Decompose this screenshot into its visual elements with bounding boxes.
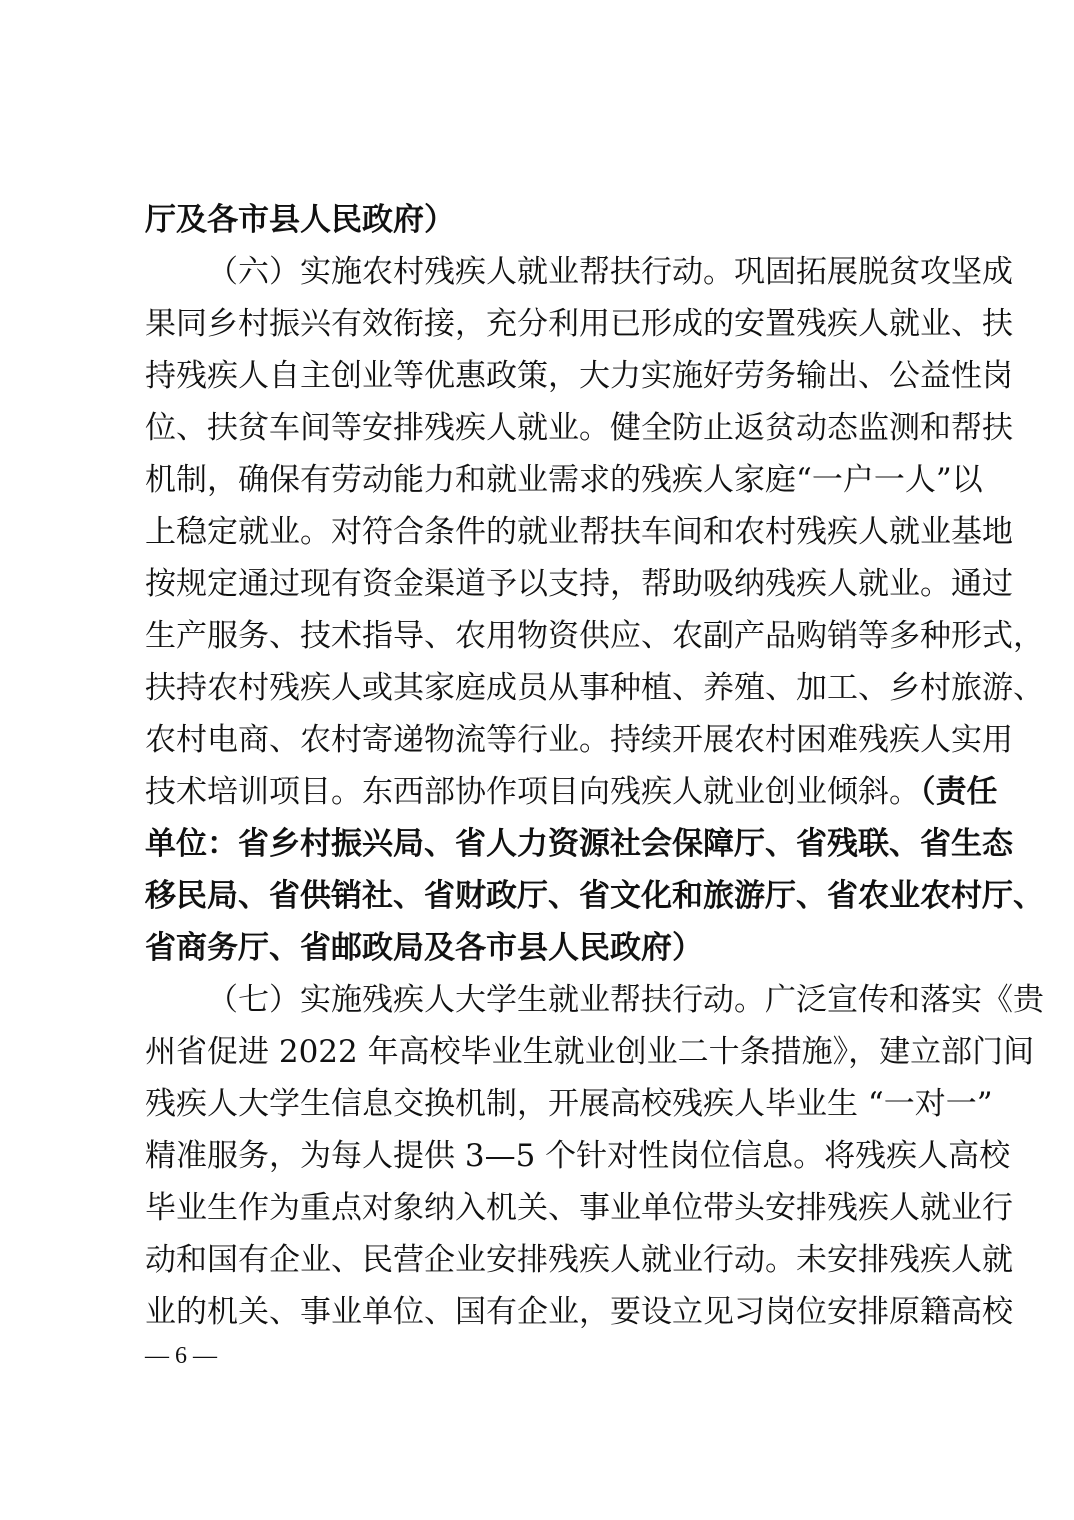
text-line: 机制，确保有劳动能力和就业需求的残疾人家庭“一户一人”以	[145, 462, 983, 498]
text-line: 州省促进 2022 年高校毕业生就业创业二十条措施》，建立部门间	[145, 1034, 1035, 1070]
text-line: 精准服务，为每人提供 3—5 个针对性岗位信息。将残疾人高校	[145, 1138, 1011, 1174]
text-line: 生产服务、技术指导、农用物资供应、农副产品购销等多种形式，	[145, 618, 1044, 654]
text-line	[145, 765, 998, 819]
responsibility-label: （责任	[920, 774, 998, 810]
text-segment: 技术培训项目。东西部协作项目向残疾人就业创业倾斜。	[145, 774, 920, 810]
page-number: — 6 —	[145, 1343, 217, 1369]
text-line: 残疾人大学生信息交换机制，开展高校残疾人毕业生 “一对一”	[145, 1086, 993, 1122]
text-line: 持残疾人自主创业等优惠政策，大力实施好劳务输出、公益性岗	[145, 358, 1013, 394]
text-line: 农村电商、农村寄递物流等行业。持续开展农村困难残疾人实用	[145, 722, 1013, 758]
responsibility-units: 移民局、省供销社、省财政厅、省文化和旅游厅、省农业农村厅、	[145, 878, 1044, 914]
text-line: 扶持农村残疾人或其家庭成员从事种植、养殖、加工、乡村旅游、	[145, 670, 1044, 706]
text-line: 业的机关、事业单位、国有企业，要设立见习岗位安排原籍高校	[145, 1294, 1013, 1330]
section-heading-six: （六）实施农村残疾人就业帮扶行动。巩固拓展脱贫攻坚成	[207, 254, 1013, 290]
text-line: 按规定通过现有资金渠道予以支持，帮助吸纳残疾人就业。通过	[145, 566, 1013, 602]
text-line: 动和国有企业、民营企业安排残疾人就业行动。未安排残疾人就	[145, 1242, 1013, 1278]
section-heading-seven: （七）实施残疾人大学生就业帮扶行动。广泛宣传和落实《贵	[207, 982, 1044, 1018]
responsibility-units: 单位：省乡村振兴局、省人力资源社会保障厅、省残联、省生态	[145, 826, 1013, 862]
text-line: 位、扶贫车间等安排残疾人就业。健全防止返贫动态监测和帮扶	[145, 410, 1013, 446]
text-line: 毕业生作为重点对象纳入机关、事业单位带头安排残疾人就业行	[145, 1190, 1013, 1226]
responsibility-units: 省商务厅、省邮政局及各市县人民政府）	[145, 930, 703, 966]
text-line: 厅及各市县人民政府）	[145, 202, 455, 238]
text-line: 果同乡村振兴有效衔接，充分利用已形成的安置残疾人就业、扶	[145, 306, 1013, 342]
text-line: 上稳定就业。对符合条件的就业帮扶车间和农村残疾人就业基地	[145, 514, 1013, 550]
